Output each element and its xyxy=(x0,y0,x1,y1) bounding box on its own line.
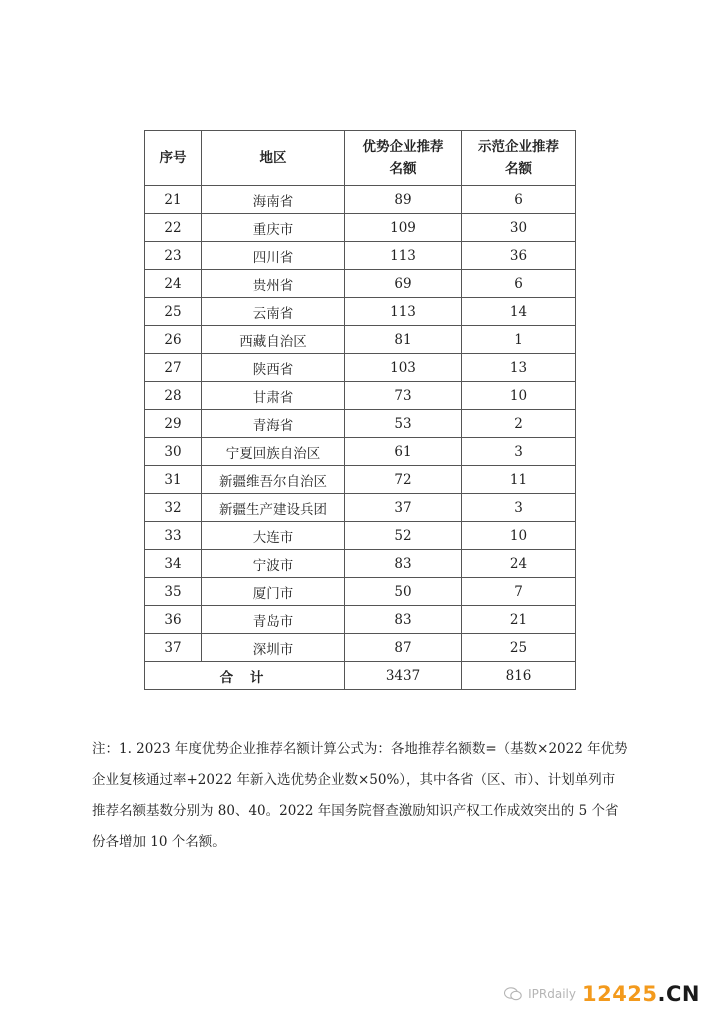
site-logo xyxy=(582,982,700,1006)
row-demonstration: 10 xyxy=(462,522,576,550)
watermark-faint-text: IPRdaily xyxy=(528,987,576,1001)
table-row xyxy=(145,214,576,242)
table-row xyxy=(145,634,576,662)
total-advantage: 3437 xyxy=(345,662,462,690)
row-seq: 23 xyxy=(145,242,202,270)
row-region: 西藏自治区 xyxy=(202,326,345,354)
table-row xyxy=(145,186,576,214)
header-demonstration-line1: 示范企业推荐 xyxy=(478,139,559,155)
row-seq: 29 xyxy=(145,410,202,438)
table-row xyxy=(145,354,576,382)
row-region: 宁波市 xyxy=(202,550,345,578)
row-advantage: 83 xyxy=(345,606,462,634)
table-row xyxy=(145,550,576,578)
row-demonstration: 3 xyxy=(462,494,576,522)
row-demonstration: 14 xyxy=(462,298,576,326)
table-row xyxy=(145,270,576,298)
row-seq: 22 xyxy=(145,214,202,242)
row-region: 深圳市 xyxy=(202,634,345,662)
logo-number: 12425 xyxy=(581,982,658,1006)
row-demonstration: 6 xyxy=(462,270,576,298)
row-seq: 37 xyxy=(145,634,202,662)
watermark xyxy=(504,982,700,1006)
row-seq: 30 xyxy=(145,438,202,466)
total-demonstration: 816 xyxy=(462,662,576,690)
header-demonstration-line2: 名额 xyxy=(505,161,532,177)
row-seq: 35 xyxy=(145,578,202,606)
row-region: 陕西省 xyxy=(202,354,345,382)
row-demonstration: 24 xyxy=(462,550,576,578)
row-advantage: 69 xyxy=(345,270,462,298)
table-row xyxy=(145,522,576,550)
row-region: 青海省 xyxy=(202,410,345,438)
table-row xyxy=(145,438,576,466)
row-advantage: 103 xyxy=(345,354,462,382)
row-demonstration: 21 xyxy=(462,606,576,634)
row-region: 大连市 xyxy=(202,522,345,550)
logo-domain: .CN xyxy=(657,982,700,1006)
row-seq: 24 xyxy=(145,270,202,298)
row-region: 宁夏回族自治区 xyxy=(202,438,345,466)
row-seq: 34 xyxy=(145,550,202,578)
row-advantage: 53 xyxy=(345,410,462,438)
table-row xyxy=(145,382,576,410)
row-advantage: 89 xyxy=(345,186,462,214)
table-row xyxy=(145,242,576,270)
row-advantage: 113 xyxy=(345,298,462,326)
row-seq: 27 xyxy=(145,354,202,382)
row-advantage: 81 xyxy=(345,326,462,354)
row-advantage: 50 xyxy=(345,578,462,606)
row-region: 新疆维吾尔自治区 xyxy=(202,466,345,494)
table-row xyxy=(145,466,576,494)
row-seq: 25 xyxy=(145,298,202,326)
row-advantage: 73 xyxy=(345,382,462,410)
row-region: 厦门市 xyxy=(202,578,345,606)
row-demonstration: 2 xyxy=(462,410,576,438)
row-demonstration: 10 xyxy=(462,382,576,410)
table-row xyxy=(145,494,576,522)
wechat-icon xyxy=(504,987,522,1001)
row-advantage: 83 xyxy=(345,550,462,578)
table-row xyxy=(145,606,576,634)
table-body xyxy=(145,186,576,662)
table-row xyxy=(145,298,576,326)
row-advantage: 37 xyxy=(345,494,462,522)
row-demonstration: 7 xyxy=(462,578,576,606)
row-seq: 33 xyxy=(145,522,202,550)
row-region: 重庆市 xyxy=(202,214,345,242)
header-seq: 序号 xyxy=(145,131,202,186)
row-seq: 21 xyxy=(145,186,202,214)
row-advantage: 113 xyxy=(345,242,462,270)
quota-table xyxy=(144,130,576,690)
row-seq: 26 xyxy=(145,326,202,354)
row-advantage: 72 xyxy=(345,466,462,494)
row-region: 海南省 xyxy=(202,186,345,214)
header-region: 地区 xyxy=(202,131,345,186)
row-advantage: 109 xyxy=(345,214,462,242)
row-advantage: 87 xyxy=(345,634,462,662)
row-demonstration: 25 xyxy=(462,634,576,662)
row-region: 四川省 xyxy=(202,242,345,270)
table-header-row xyxy=(145,131,576,186)
header-advantage-quota xyxy=(345,131,462,186)
total-label: 合 计 xyxy=(145,662,345,690)
footnote: 注：1. 2023 年度优势企业推荐名额计算公式为：各地推荐名额数=（基数×2022 年优势企业复核通过率+2022 年新入选优势企业数×50%），其中各省（区、市）、计划单列市推荐名额基数分别为 80、40。2022 年国务院督查激励知识产权工作成效突出的 5 个省份各增加 10 个名额。 xyxy=(92,741,628,850)
row-demonstration: 36 xyxy=(462,242,576,270)
row-seq: 31 xyxy=(145,466,202,494)
row-demonstration: 1 xyxy=(462,326,576,354)
row-demonstration: 30 xyxy=(462,214,576,242)
header-demonstration-quota xyxy=(462,131,576,186)
row-seq: 36 xyxy=(145,606,202,634)
row-seq: 32 xyxy=(145,494,202,522)
total-row xyxy=(145,662,576,690)
row-region: 青岛市 xyxy=(202,606,345,634)
row-region: 新疆生产建设兵团 xyxy=(202,494,345,522)
row-advantage: 52 xyxy=(345,522,462,550)
table-row xyxy=(145,578,576,606)
row-seq: 28 xyxy=(145,382,202,410)
row-demonstration: 6 xyxy=(462,186,576,214)
row-region: 云南省 xyxy=(202,298,345,326)
table-row xyxy=(145,410,576,438)
table-row xyxy=(145,326,576,354)
header-advantage-line1: 优势企业推荐 xyxy=(362,139,444,155)
row-region: 贵州省 xyxy=(202,270,345,298)
header-advantage-line2: 名额 xyxy=(389,161,417,177)
row-demonstration: 3 xyxy=(462,438,576,466)
row-demonstration: 11 xyxy=(462,466,576,494)
row-region: 甘肃省 xyxy=(202,382,345,410)
row-advantage: 61 xyxy=(345,438,462,466)
row-demonstration: 13 xyxy=(462,354,576,382)
